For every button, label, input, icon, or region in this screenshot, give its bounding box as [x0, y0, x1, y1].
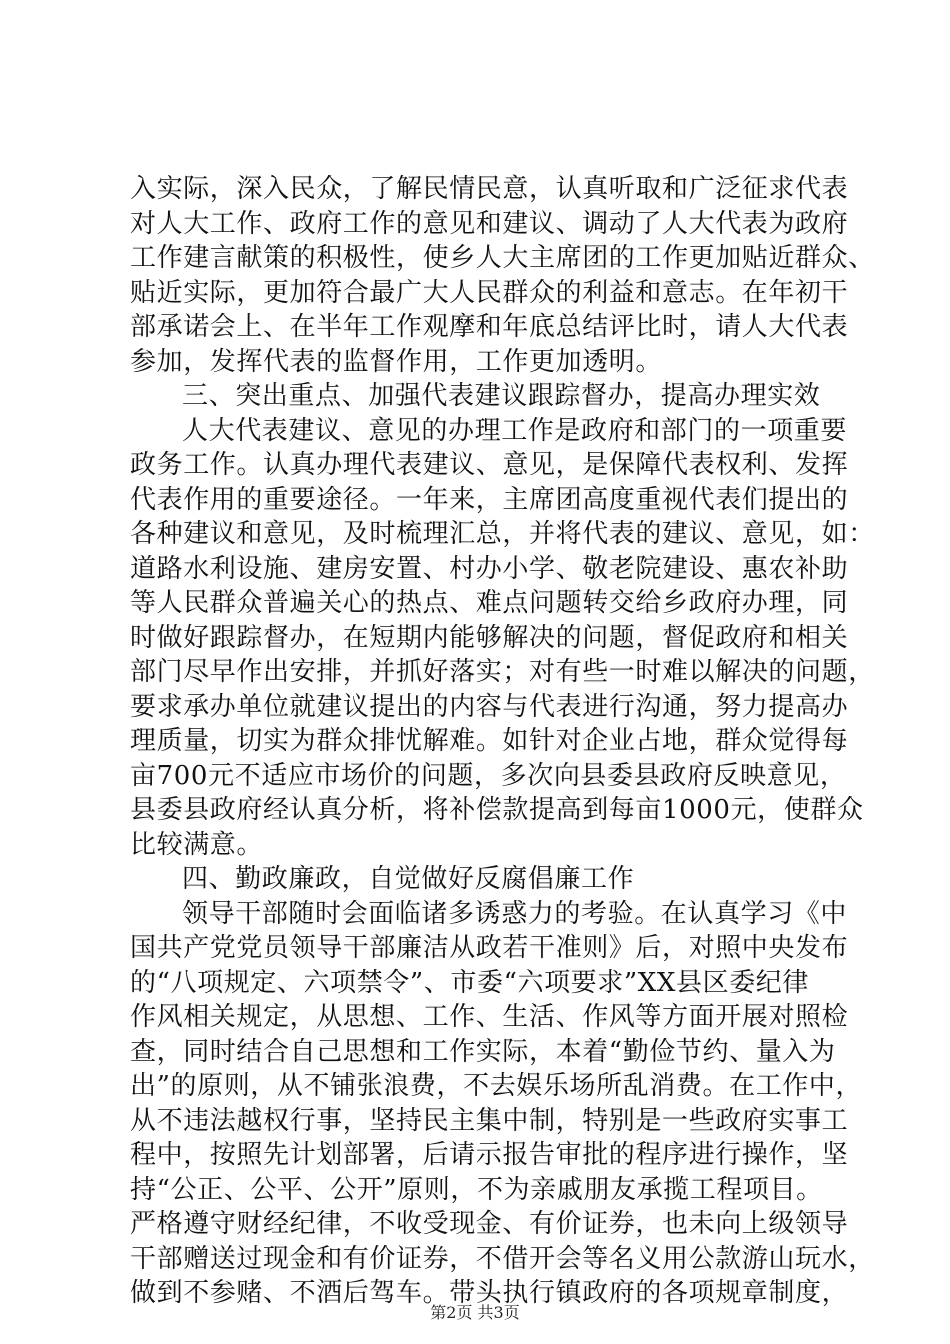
text-line: 道路水利设施、建房安置、村办小学、敬老院建设、惠农补助 — [130, 553, 849, 584]
text-line: 亩700元不适应市场价的问题，多次向县委县政府反映意见， — [130, 760, 847, 791]
text-line: 三、突出重点、加强代表建议跟踪督办，提高办理实效 — [182, 381, 821, 411]
text-line: 领导干部随时会面临诸多诱惑力的考验。在认真学习《中 — [182, 898, 848, 929]
text-line: 政务工作。认真办理代表建议、意见，是保障代表权利、发挥 — [130, 450, 849, 480]
text-line: 部门尽早作出安排，并抓好落实；对有些一时难以解决的问题， — [130, 657, 875, 687]
text-line: 贴近实际，更加符合最广大人民群众的利益和意志。在年初干 — [130, 277, 849, 308]
text-line: 工作建言献策的积极性，使乡人大主席团的工作更加贴近群众、 — [130, 243, 875, 273]
text-line: 等人民群众普遍关心的热点、难点问题转交给乡政府办理，同 — [130, 588, 849, 618]
text-line: 时做好跟踪督办，在短期内能够解决的问题，督促政府和相关 — [130, 622, 849, 653]
text-line: 国共产党党员领导干部廉洁从政若干准则》后，对照中央发布 — [130, 933, 849, 963]
text-line: 严格遵守财经纪律，不收受现金、有价证券，也未向上级领导 — [130, 1209, 849, 1239]
text-line: 出”的原则，从不铺张浪费，不去娱乐场所乱消费。在工作中， — [130, 1071, 863, 1101]
text-line: 对人大工作、政府工作的意见和建议、调动了人大代表为政府 — [130, 208, 849, 239]
text-line: 部承诺会上、在半年工作观摩和年底总结评比时，请人大代表 — [130, 312, 849, 342]
text-line: 比较满意。 — [130, 829, 264, 860]
text-line: 做到不参赌、不酒后驾车。带头执行镇政府的各项规章制度， — [130, 1278, 849, 1308]
text-line: 四、勤政廉政，自觉做好反腐倡廉工作 — [182, 864, 635, 894]
text-line: 人大代表建议、意见的办理工作是政府和部门的一项重要 — [182, 415, 848, 446]
text-line: 代表作用的重要途径。一年来，主席团高度重视代表们提出的 — [130, 484, 849, 515]
text-line: 理质量，切实为群众排忧解难。如针对企业占地，群众觉得每 — [130, 726, 849, 756]
text-line: 参加，发挥代表的监督作用，工作更加透明。 — [130, 346, 663, 377]
text-line: 持“公正、公平、公开”原则，不为亲戚朋友承揽工程项目。 — [130, 1174, 823, 1205]
text-line: 程中，按照先计划部署，后请示报告审批的程序进行操作，坚 — [130, 1140, 849, 1170]
text-line: 县委县政府经认真分析，将补偿款提高到每亩1000元，使群众 — [130, 795, 864, 825]
text-line: 的“八项规定、六项禁令”、市委“六项要求”XX县区委纪律 — [130, 967, 809, 998]
body-text — [130, 172, 875, 1311]
text-line: 查，同时结合自己思想和工作实际，本着“勤俭节约、量入为 — [130, 1036, 836, 1067]
text-line: 各种建议和意见，及时梳理汇总，并将代表的建议、意见，如： — [130, 519, 875, 549]
text-line: 干部赠送过现金和有价证券，不借开会等名义用公款游山玩水， — [130, 1243, 875, 1274]
text-line: 作风相关规定，从思想、工作、生活、作风等方面开展对照检 — [130, 1002, 849, 1032]
text-line: 入实际，深入民众，了解民情民意，认真听取和广泛征求代表 — [130, 174, 849, 204]
page-footer: 第2页 共3页 — [430, 1303, 520, 1322]
text-line: 从不违法越权行事，坚持民主集中制，特别是一些政府实事工 — [130, 1105, 849, 1136]
text-line: 要求承办单位就建议提出的内容与代表进行沟通，努力提高办 — [130, 691, 849, 722]
